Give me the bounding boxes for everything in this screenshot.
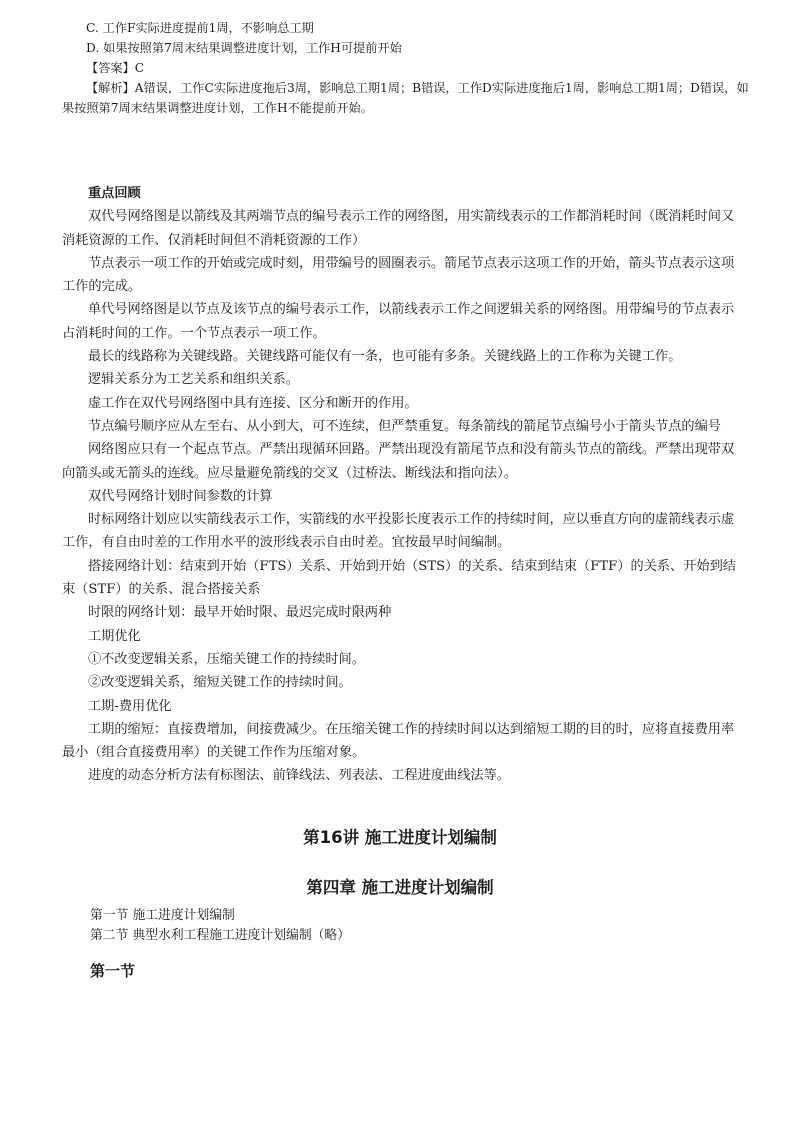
review-heading: 重点回顾 [88,186,141,201]
review-paragraph: ②改变逻辑关系，缩短关键工作的持续时间。 [88,675,352,691]
review-paragraph: 双代号网络图是以箭线及其两端节点的编号表示工作的网络图，用实箭线表示的工作都消耗时间（既消耗时间又消耗资源的工作、仅消耗时间但不消耗资源的工作） [62,209,735,248]
question-block [62,18,752,118]
chapter-toc [90,906,350,946]
review-section [62,182,738,788]
review-paragraph: 搭接网络计划：结束到开始（FTS）关系、开始到开始（STS）的关系、结束到结束（FTF）的关系、开始到结束（STF）的关系、混合搭接关系 [62,558,736,598]
lecture-title: 第16讲 施工进度计划编制 [303,828,497,847]
review-paragraph: 网络图应只有一个起点节点。严禁出现循环回路。严禁出现没有箭尾节点和没有箭头节点的箭线。严禁出现带双向箭头或无箭头的连线。应尽量避免箭线的交叉（过桥法、断线法和指向法）。 [62,442,735,481]
section-title: 第一节 [90,962,136,980]
review-paragraph: 节点编号顺序应从左至右、从小到大，可不连续，但严禁重复。每条箭线的箭尾节点编号小于箭头节点的编号 [88,418,721,434]
toc-item: 第一节 施工进度计划编制 [90,908,235,923]
review-paragraph: 工期优化 [88,628,141,644]
option-c: C. 工作F实际进度提前1周，不影响总工期 [86,21,314,35]
review-paragraph: 最长的线路称为关键线路。关键线路可能仅有一条，也可能有多条。关键线路上的工作称为关键工作。 [88,349,682,365]
review-paragraph: ①不改变逻辑关系，压缩关键工作的持续时间。 [88,651,365,667]
review-paragraph: 时标网络计划应以实箭线表示工作，实箭线的水平投影长度表示工作的持续时间，应以垂直方向的虚箭线表示虚工作，有自由时差的工作用水平的波形线表示自由时差。宜按最早时间编制。 [62,512,735,551]
review-paragraph: 逻辑关系分为工艺关系和组织关系。 [88,372,299,388]
review-paragraph: 虚工作在双代号网络图中具有连接、区分和断开的作用。 [88,395,418,411]
review-paragraph: 进度的动态分析方法有标图法、前锋线法、列表法、工程进度曲线法等。 [88,768,510,784]
review-paragraph: 时限的网络计划：最早开始时限、最迟完成时限两种 [88,605,392,621]
option-d: D. 如果按照第7周末结果调整进度计划，工作H可提前开始 [86,41,402,55]
chapter-title: 第四章 施工进度计划编制 [306,878,494,897]
review-paragraph: 单代号网络图是以节点及该节点的编号表示工作，以箭线表示工作之间逻辑关系的网络图。用带编号的节点表示占消耗时间的工作。一个节点表示一项工作。 [62,302,735,341]
review-paragraph: 工期的缩短：直接费增加，间接费减少。在压缩关键工作的持续时间以达到缩短工期的目的时，应将直接费用率最小（组合直接费用率）的关键工作作为压缩对象。 [62,721,735,761]
review-paragraph: 工期-费用优化 [88,698,172,714]
answer-analysis: 【解析】A错误，工作C实际进度拖后3周，影响总工期1周；B错误，工作D实际进度拖后1周，影响总工期1周；D错误，如果按照第7周末结果调整进度计划，工作H不能提前开始。 [62,81,749,115]
answer-label: 【答案】C [86,61,145,75]
review-paragraph: 节点表示一项工作的开始或完成时刻，用带编号的圆圈表示。箭尾节点表示这项工作的开始，箭头节点表示这项工作的完成。 [62,255,735,295]
toc-item: 第二节 典型水利工程施工进度计划编制（略） [90,928,351,943]
review-paragraph: 双代号网络计划时间参数的计算 [88,488,273,504]
